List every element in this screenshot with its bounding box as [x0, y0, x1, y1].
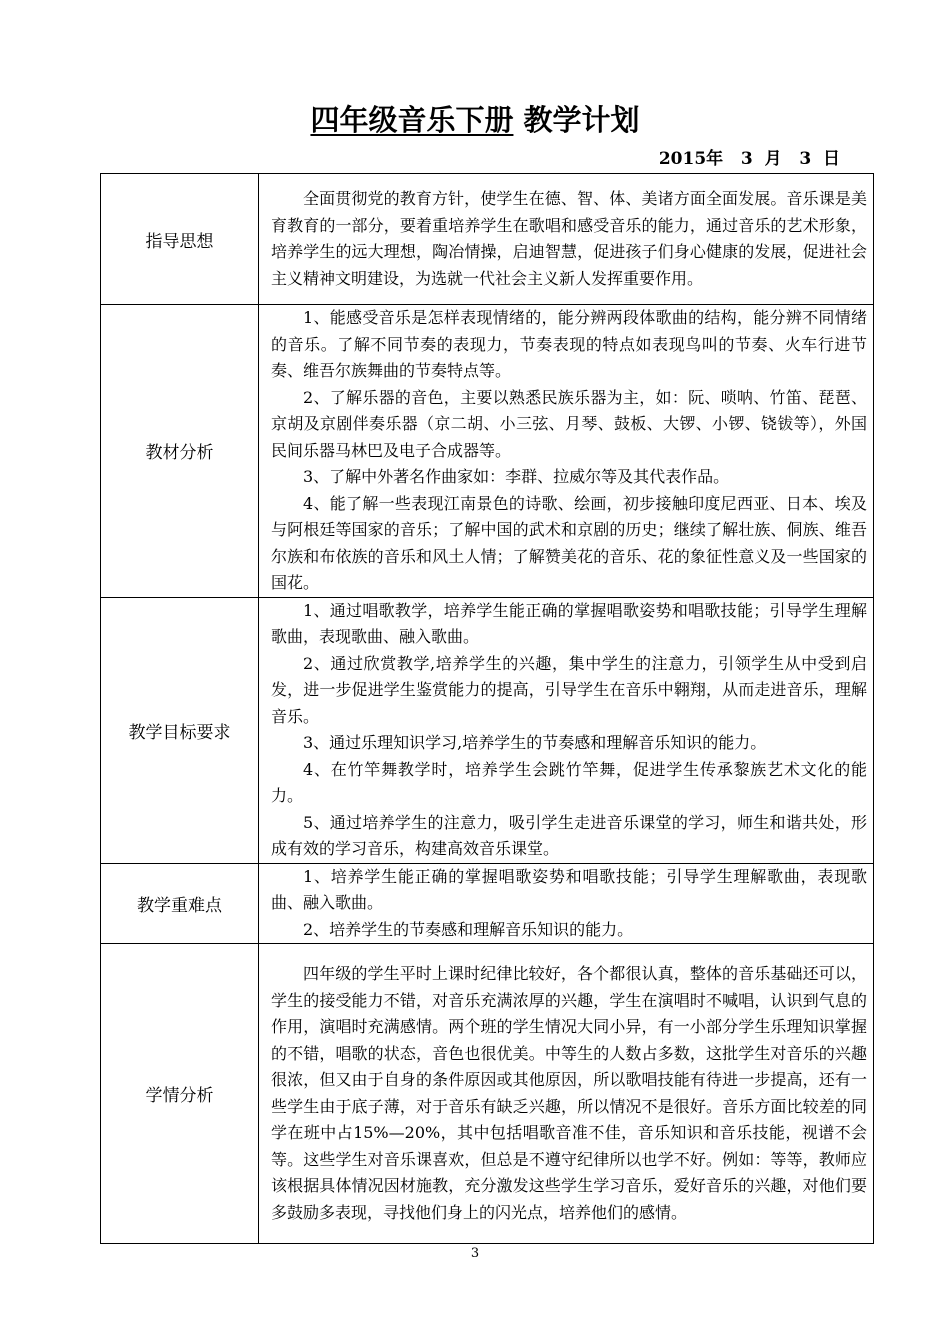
paragraph: 四年级的学生平时上课时纪律比较好，各个都很认真，整体的音乐基础还可以，学生的接受能力不错，对音乐充满浓厚的兴趣，学生在演唱时不喊唱，认识到气息的作用，演唱时充满感情。两个班的学生情况大同小异，有一小部分学生乐理知识掌握的不错，唱歌的状态，音色也很优美。中等生的人数占多数，这批学生对音乐的兴趣很浓，但又由于自身的条件原因或其他原因，所以歌唱技能有待进一步提高，还有一些学生由于底子薄，对于音乐有缺乏兴趣，所以情况不是很好。音乐方面比较差的同学在班中占15%—20%，其中包括唱歌音准不佳，音乐知识和音乐技能，视谱不会等。这些学生对音乐课喜欢，但总是不遵守纪律所以也学不好。例如：等等，教师应该根据具体情况因材施教，充分激发这些学生学习音乐，爱好音乐的兴趣，对他们要多鼓励多表现，寻找他们身上的闪光点，培养他们的感情。 — [271, 964, 867, 1222]
paragraph: 2、了解乐器的音色，主要以熟悉民族乐器为主，如：阮、唢呐、竹笛、琵琶、京胡及京剧伴奏乐器（京二胡、小三弦、月琴、鼓板、大锣、小锣、铙钹等），外国民间乐器马林巴及电子合成器等。 — [271, 387, 867, 460]
row-guiding-ideology — [101, 174, 874, 305]
row-student-analysis — [101, 944, 874, 1244]
paragraph: 2、通过欣赏教学,培养学生的兴趣，集中学生的注意力，引领学生从中受到启发，进一步促进学生鉴赏能力的提高，引导学生在音乐中翱翔，从而走进音乐，理解音乐。 — [271, 653, 867, 726]
paragraph: 4、在竹竿舞教学时，培养学生会跳竹竿舞，促进学生传承黎族艺术文化的能力。 — [271, 759, 867, 805]
row-content — [259, 305, 874, 598]
row-label: 教学目标要求 — [101, 597, 259, 863]
paragraph: 3、通过乐理知识学习,培养学生的节奏感和理解音乐知识的能力。 — [303, 733, 767, 752]
document-date: 2015年 3 月 3 日 — [658, 149, 840, 169]
title-rest: 教学计划 — [513, 103, 640, 137]
row-content — [259, 863, 874, 944]
paragraph: 1、培养学生能正确的掌握唱歌姿势和唱歌技能；引导学生理解歌曲，表现歌曲、融入歌曲。 — [271, 866, 867, 912]
row-content — [259, 597, 874, 863]
page-number: 3 — [470, 1246, 480, 1261]
paragraph: 3、了解中外著名作曲家如：李群、拉威尔等及其代表作品。 — [303, 467, 730, 486]
paragraph: 1、能感受音乐是怎样表现情绪的，能分辨两段体歌曲的结构，能分辨不同情绪的音乐。了解不同节奏的表现力，节奏表现的特点如表现鸟叫的节奏、火车行进节奏、维吾尔族舞曲的节奏特点等。 — [271, 308, 867, 380]
paragraph: 4、能了解一些表现江南景色的诗歌、绘画，初步接触印度尼西亚、日本、埃及与阿根廷等国家的音乐；了解中国的武术和京剧的历史；继续了解壮族、侗族、维吾尔族和布依族的音乐和风土人情；了解赞美花的音乐、花的象征性意义及一些国家的国花。 — [271, 493, 867, 592]
paragraph: 1、通过唱歌教学，培养学生能正确的掌握唱歌姿势和唱歌技能；引导学生理解歌曲，表现歌曲、融入歌曲。 — [271, 600, 867, 646]
row-teaching-objectives — [101, 597, 874, 863]
row-content — [259, 944, 874, 1244]
paragraph: 全面贯彻党的教育方针，使学生在德、智、体、美诸方面全面发展。音乐课是美育教育的一部分，要着重培养学生在歌唱和感受音乐的能力，通过音乐的艺术形象，培养学生的远大理想，陶冶情操，启迪智慧，促进孩子们身心健康的发展，促进社会主义精神文明建设，为选就一代社会主义新人发挥重要作用。 — [271, 189, 867, 288]
paragraph: 5、通过培养学生的注意力，吸引学生走进音乐课堂的学习，师生和谐共处，形成有效的学习音乐，构建高效音乐课堂。 — [271, 812, 867, 858]
row-label: 教学重难点 — [101, 863, 259, 944]
title-underlined-part: 四年级音乐下册 — [310, 103, 514, 137]
row-material-analysis — [101, 305, 874, 598]
paragraph: 2、培养学生的节奏感和理解音乐知识的能力。 — [303, 919, 634, 939]
document-title — [0, 100, 950, 140]
row-label: 指导思想 — [101, 174, 259, 305]
row-key-difficulties — [101, 863, 874, 944]
teaching-plan-table — [100, 173, 874, 1244]
row-label: 教材分析 — [101, 305, 259, 598]
row-content — [259, 174, 874, 305]
row-label: 学情分析 — [101, 944, 259, 1244]
